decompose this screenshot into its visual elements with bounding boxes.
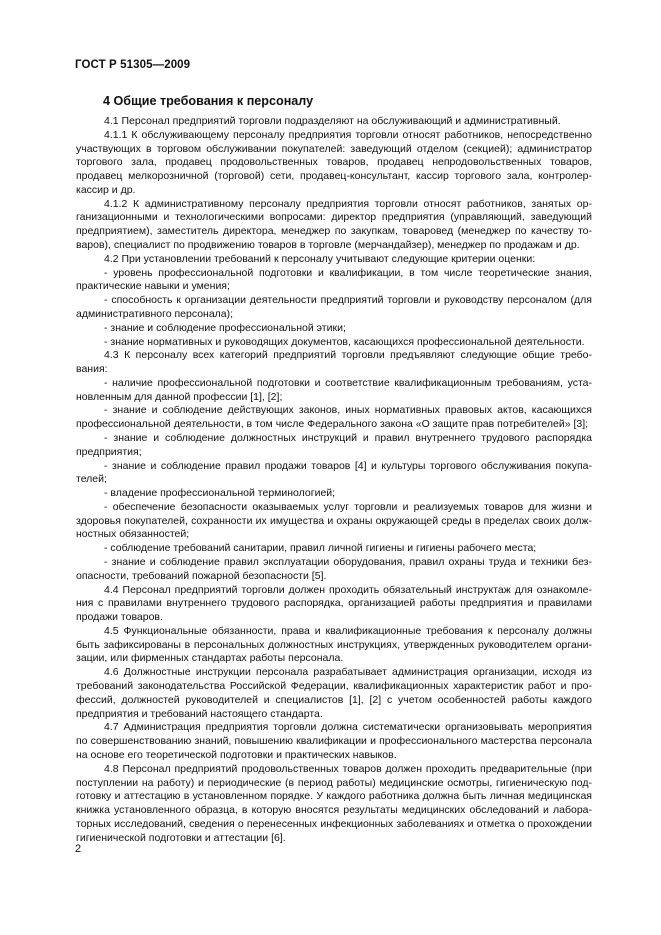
standard-header: ГОСТ Р 51305—2009 <box>75 59 191 71</box>
requirements-list-item: - соблюдение требований санитарии, правил личной гигиены и гигиены рабочего места; <box>104 542 537 555</box>
paragraph-4-1: 4.1 Персонал предприятий торговли подразделяют на обслуживающий и административный. <box>104 115 561 127</box>
section-title: 4 Общие требования к персоналу <box>103 94 314 108</box>
paragraph-4-7: 4.7 Администрация предприятия торговли должна систематически организовывать мероприятия по совершенствованию знаний, повышению квалификации и профессионального мастерства персонала на основе его теоретической подготовки и практических навыков. <box>76 721 592 761</box>
paragraph-4-2: 4.2 При установлении требований к персоналу учитывают следующие критерии оценки: <box>104 252 536 265</box>
requirements-list-item: - наличие профессиональной подготовки и соответствие квалификационным требованиям, установленным для данной профессии [1], [2]; <box>76 376 592 403</box>
paragraph-4-1-2: 4.1.2 К административному персоналу предприятия торговли относят работников, занятых организационными и технологическими вопросами: директор предприятия (управляющий, заведующий предприятием), заместитель директора, менеджер по закупкам, товаровед (менеджер по качеству товаров), специалист по продвижению товаров в торговле (мерчандайзер), менеджер по продажам и др. <box>76 197 592 252</box>
criteria-list-item: - знание и соблюдение профессиональной этики; <box>104 321 346 334</box>
paragraph-4-8: 4.8 Персонал предприятий продовольственных товаров должен проходить предварительные (при поступлении на работу) и периодические (в период работы) медицинские осмотры, гигиеническую подготовку и аттестацию в установленном порядке. У каждого работника должна быть личная медицинская книжка установленного образца, в которую вносятся результаты медицинских обследований и лабораторных исследований, сведения о перенесенных инфекционных заболеваниях и отметка о прохождении гигиенической подготовки и аттестации [6]. <box>76 762 592 844</box>
paragraph-4-1-1: 4.1.1 К обслуживающему персоналу предприятия торговли относят работников, непосредственно участвующих в торговом обслуживании покупателей: заведующий отделом (секцией); администратор торгового зала, продавец продовольственных товаров, продавец непродовольственных товаров, продавец мелкорозничной (торговой) сети, продавец-консультант, кассир торгового зала, контролер-кассир и др. <box>76 128 592 196</box>
page-number: 2 <box>75 843 82 855</box>
requirements-list-item: - знание и соблюдение правил продажи товаров [4] и культуры торгового обслуживания покупателей; <box>76 459 592 486</box>
criteria-list-item: - способность к организации деятельности предприятий торговли и руководству персоналом (для административного персонала); <box>76 294 592 320</box>
requirements-list-item: - обеспечение безопасности оказываемых услуг торговли и реализуемых товаров для жизни и здоровья покупателей, сохранности их имущества и охраны окружающей среды в пределах своих должностных обязанностей; <box>76 500 592 541</box>
criteria-list-item: - знание нормативных и руководящих документов, касающихся профессиональной деятельности. <box>104 335 585 348</box>
requirements-list-item: - знание и соблюдение правил эксплуатации оборудования, правил охраны труда и техники безопасности, требований пожарной безопасности [5]. <box>76 556 592 582</box>
requirements-list-item: - владение профессиональной терминологией; <box>104 487 336 500</box>
requirements-list-item: - знание и соблюдение должностных инструкций и правил внутреннего трудового распорядка предприятия; <box>76 431 592 458</box>
paragraph-4-6: 4.6 Должностные инструкции персонала разрабатывает администрация организации, исходя из требований законодательства Российской Федерации, квалификационных характеристик работ и профессий, должностей руководителей и специалистов [1], [2] с учетом особенностей работы каждого предприятия и требований настоящего стандарта. <box>76 666 592 720</box>
criteria-list-item: - уровень профессиональной подготовки и квалификации, в том числе теоретические знания, практические навыки и умения; <box>76 266 592 293</box>
paragraph-4-4: 4.4 Персонал предприятий торговли должен проходить обязательный инструктаж для ознакомления с правилами внутреннего трудового распорядка, организацией работы предприятия и правилами продажи товаров. <box>76 583 592 624</box>
section-body <box>76 115 592 845</box>
paragraph-4-3: 4.3 К персоналу всех категорий предприятий торговли предъявляют следующие общие требования: <box>76 349 592 376</box>
paragraph-4-5: 4.5 Функциональные обязанности, права и квалификационные требования к персоналу должны быть зафиксированы в персональных должностных инструкциях, утвержденных руководителем организации, или фирменных стандартах работы персонала. <box>76 624 592 665</box>
requirements-list-item: - знание и соблюдение действующих законов, иных нормативных правовых актов, касающихся профессиональной деятельности, в том числе Федерального закона «О защите прав потребителей» [3]; <box>76 404 592 431</box>
